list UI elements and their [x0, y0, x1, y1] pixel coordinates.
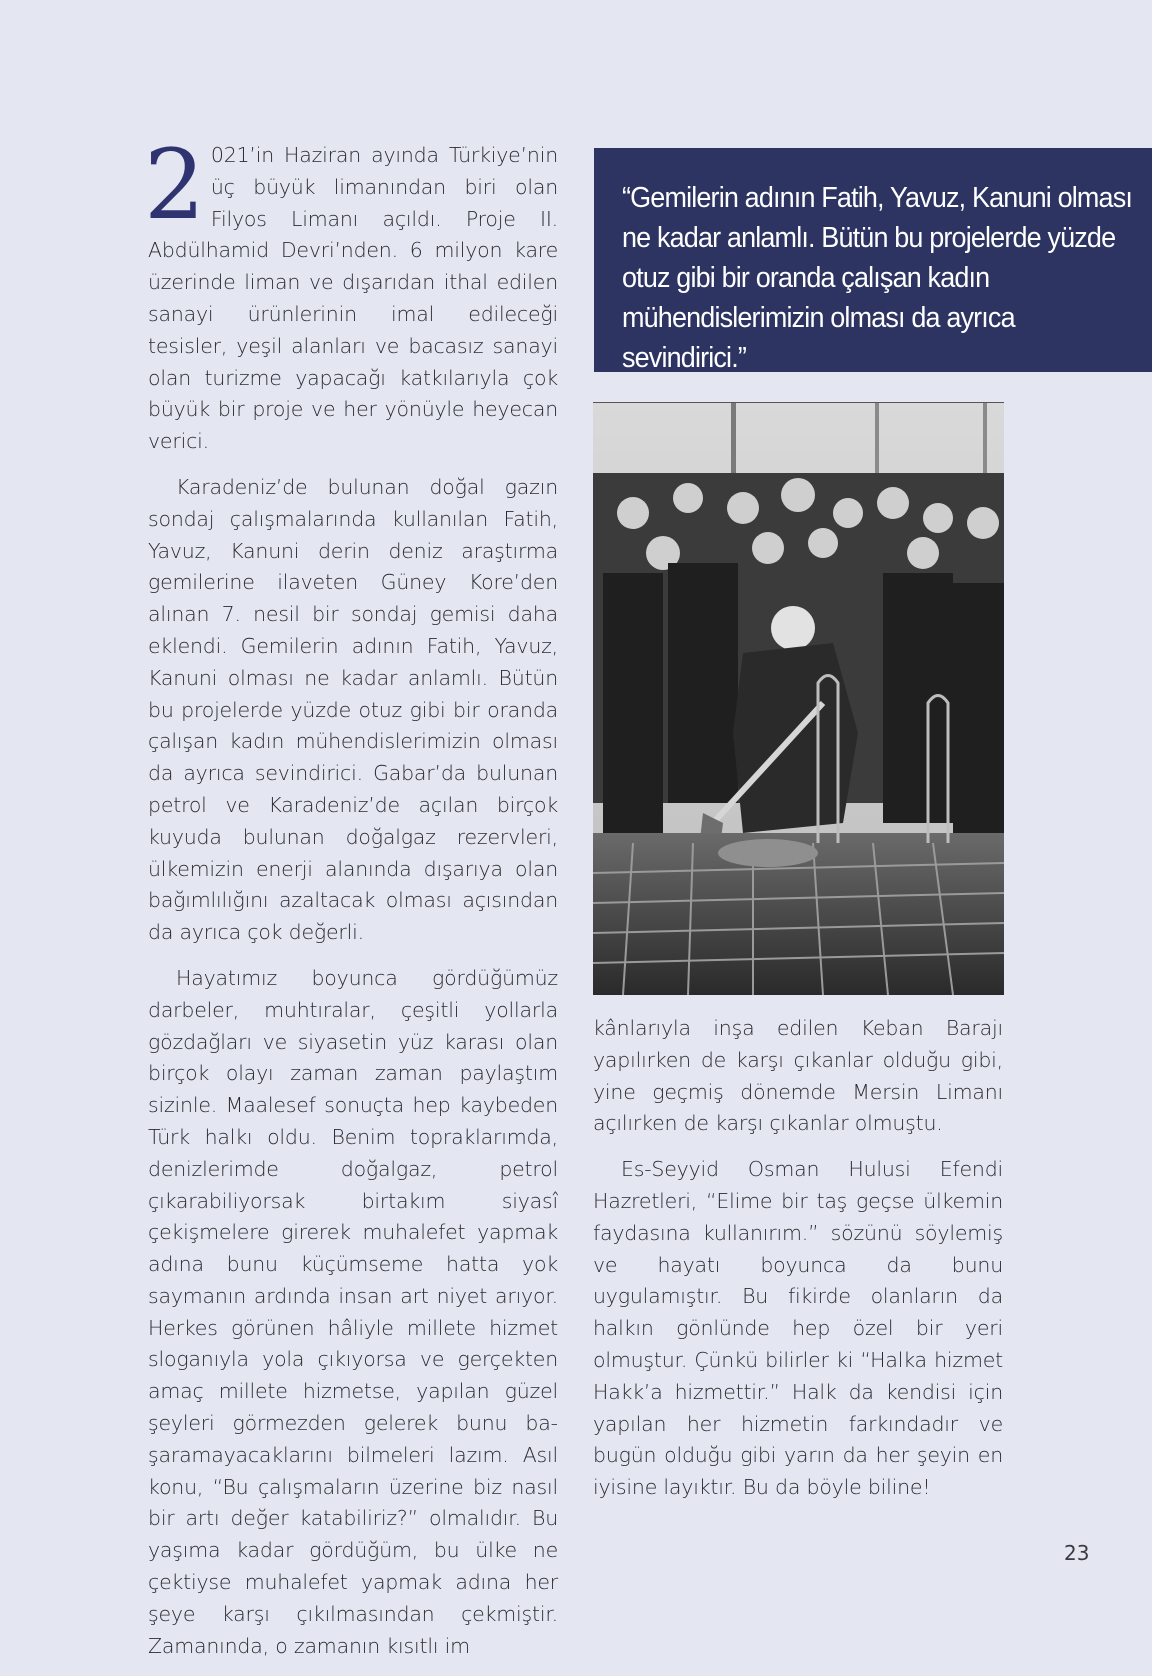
pull-quote-text: “Gemilerin adının Fatih, Yavuz, Kanuni olması ne kadar anlamlı. Bütün bu projelerde yüzde otuz gibi bir oranda çalışan kadın mühendislerimizin olması da ayrıca sevindirici.”: [622, 182, 1133, 374]
archival-groundbreaking-photo-icon: [593, 403, 1004, 995]
drop-cap: 2: [144, 129, 205, 241]
article-paragraph-2: Karadeniz’de bulunan doğal gazın sondaj çalışmalarında kullanılan Fatih, Yavuz, Kanuni derin deniz araştırma gemilerine ilaveten Güney Kore’den alınan 7. nesil bir sondaj gemisi daha eklendi. Gemilerin adının Fatih, Yavuz, Kanuni olması ne kadar anlamlı. Bütün bu projelerde yüzde otuz gibi bir oranda çalışan kadın mühendislerimizin olması da ayrıca sevindirici. Gabar’da bulunan petrol ve Karadeniz’de açılan birçok kuyuda bulunan doğalgaz rezervleri, ülkemizin enerji alanında dışarıya olan bağımlılığını azaltacak olması açısından da ayrıca çok değerli.: [148, 474, 558, 945]
article-paragraph-5: Es-Seyyid Osman Hulusi Efendi Hazretleri, “Elime bir taş geçse ülkemin faydasına kullanırım.” sözünü söylemiş ve hayatı boyunca da bunu uygulamıştır. Bu fikirde olanların da halkın gönlünde hep özel bir yeri olmuştur. Çünkü bilirler ki “Halka hizmet Hakk’a hizmettir.” Halk da kendisi için yapılan her hizmetin farkındadır ve bugün olduğu gibi yarın da her şeyin en iyisine layıktır. Bu da böyle biline!: [593, 1157, 1003, 1500]
paragraph-1-text: 021’in Haziran ayında Türkiye’nin üç büyük limanından biri olan Filyos Limanı açıldı. Proje II. Abdülhamid Devri’nden. 6 milyon kare üzerinde liman ve dışarıdan ithal edilen sanayi ürünlerinin imal edileceği tesisler, yeşil alanları ve bacasız sanayi olan turizme yapacağı katkılarıyla çok büyük bir proje ve her yönüyle heyecan verici.: [148, 143, 558, 454]
page-number: 23: [1064, 1541, 1090, 1565]
pull-quote-box: [594, 148, 1152, 372]
archival-photo: [593, 402, 1004, 995]
article-paragraph-1: [144, 129, 558, 458]
article-right-column: [593, 1013, 1003, 1518]
article-paragraph-3: Hayatımız boyunca gördüğümüz darbeler, muhtıralar, çeşitli yollarla gözdağları ve siyasetin yüz karası olan birçok olayı zaman zaman paylaştım sizinle. Maalesef sonuçta hep kaybeden Türk halkı oldu. Benim topraklarımda, denizlerimde doğalgaz, petrol çıkarabiliyorsak birtakım siyasî çekişmelere girerek muhalefet yapmak adına bunu küçümseme hatta yok saymanın ardında insan art niyet arıyor. Herkes görünen hâliyle millete hizmet sloganıyla yola çıkıyorsa ve gerçekten amaç millete hizmetse, yapılan güzel şeyleri görmezden gelerek bunu başaramayacaklarını bilmeleri lazım. Asıl konu, “Bu çalışmaların üzerine biz nasıl bir artı değer katabiliriz?” olmalıdır. Bu yaşıma kadar gördüğüm, bu ülke ne çektiyse muhalefet yapmak adına her şeye karşı çıkılmasından çekmiştir. Zamanında, o zamanın kısıtlı im: [148, 965, 558, 1658]
article-left-column: [144, 129, 558, 1676]
article-paragraph-4: kânlarıyla inşa edilen Keban Barajı yapılırken de karşı çıkanlar olduğu gibi, yine geçmiş dönemde Mersin Limanı açılırken de karşı çıkanlar olmuştu.: [593, 1016, 1003, 1136]
